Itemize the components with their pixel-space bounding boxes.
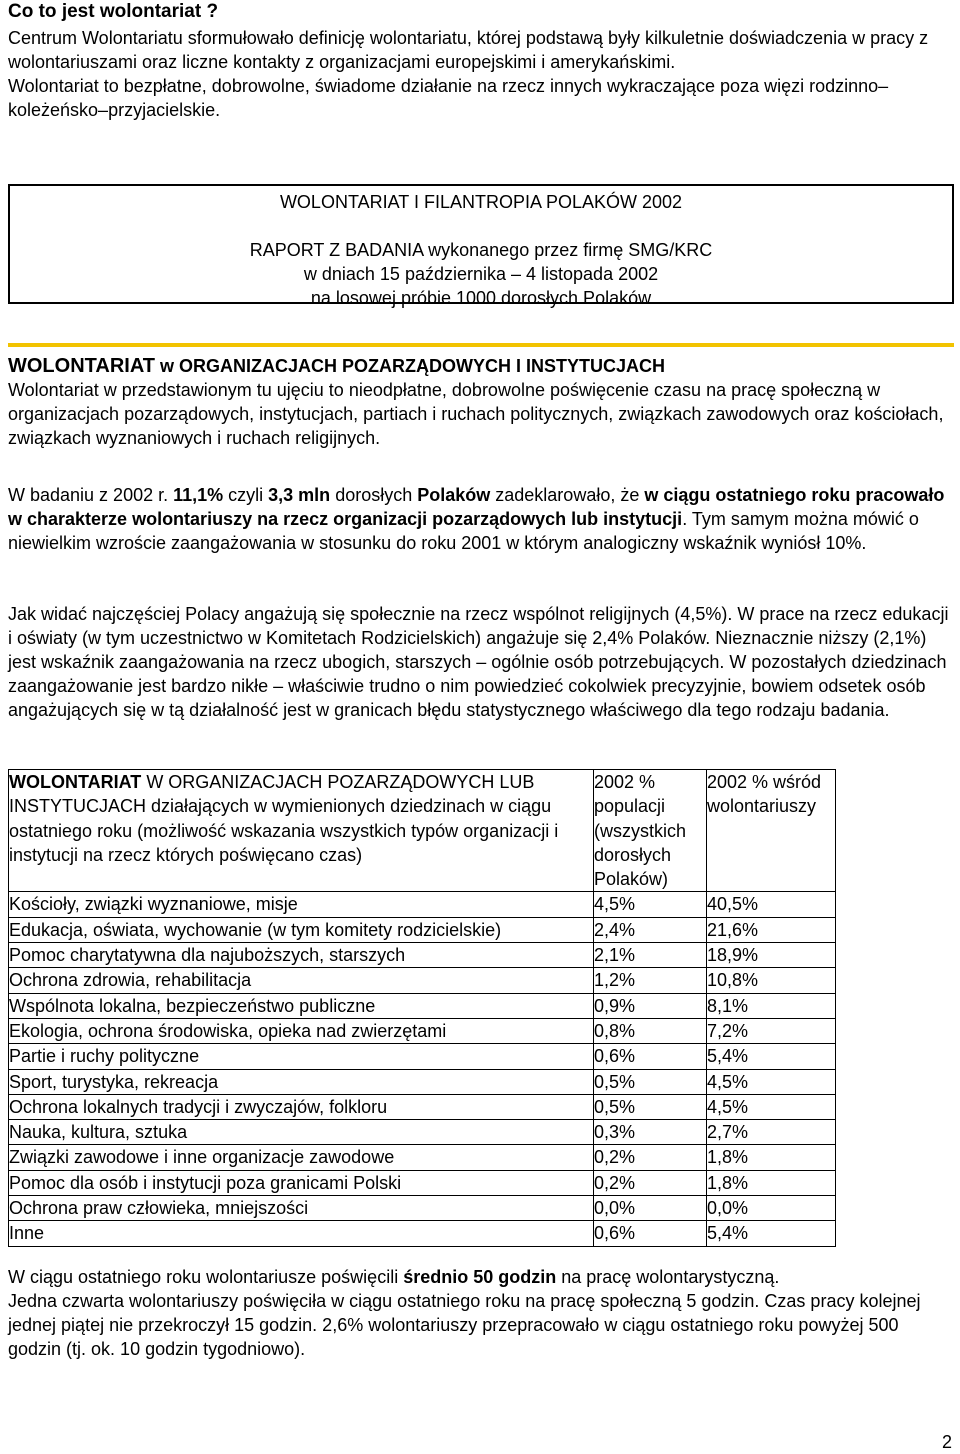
- table-row: [9, 917, 836, 942]
- row-volunteer-pct: 18,9%: [707, 943, 836, 968]
- bold-run: Polaków: [417, 485, 491, 505]
- intro-paragraph-1: Centrum Wolontariatu sformułowało definicję wolontariatu, której podstawą były kilkuletnie doświadczenia w pracy z wolontariuszami oraz liczne kontakty z organizacjami europejskimi i amerykańskimi.: [8, 28, 929, 72]
- row-label: Nauka, kultura, sztuka: [9, 1120, 594, 1145]
- row-label: Partie i ruchy polityczne: [9, 1044, 594, 1069]
- section-heading-rest: w ORGANIZACJACH POZARZĄDOWYCH I INSTYTUCJACH: [155, 356, 666, 376]
- row-volunteer-pct: 2,7%: [707, 1120, 836, 1145]
- row-population-pct: 4,5%: [594, 892, 707, 917]
- row-population-pct: 0,3%: [594, 1120, 707, 1145]
- row-volunteer-pct: 21,6%: [707, 917, 836, 942]
- table-row: [9, 968, 836, 993]
- text-run: dorosłych: [330, 485, 418, 505]
- document-page: [8, 0, 952, 1359]
- text-run: zadeklarowało, że: [490, 485, 645, 505]
- table-row: [9, 1170, 836, 1195]
- table-row: [9, 1145, 836, 1170]
- table-header-row: [9, 770, 836, 892]
- row-label: Pomoc charytatywna dla najuboższych, starszych: [9, 943, 594, 968]
- bold-run: 3,3 mln: [268, 485, 331, 505]
- row-population-pct: 0,2%: [594, 1145, 707, 1170]
- row-population-pct: 0,5%: [594, 1094, 707, 1119]
- table-body: [9, 892, 836, 1246]
- row-volunteer-pct: 40,5%: [707, 892, 836, 917]
- row-population-pct: 0,6%: [594, 1044, 707, 1069]
- table-row: [9, 1018, 836, 1043]
- table-row: [9, 1120, 836, 1145]
- row-volunteer-pct: 1,8%: [707, 1170, 836, 1195]
- bold-run: średnio 50 godzin: [403, 1267, 557, 1287]
- row-population-pct: 2,4%: [594, 917, 707, 942]
- row-label: Związki zawodowe i inne organizacje zawodowe: [9, 1145, 594, 1170]
- definition-paragraph: Wolontariat w przedstawionym tu ujęciu to nieodpłatne, dobrowolne poświęcenie czasu na pracę społeczną w organizacjach pozarządowych, instytucjach, partiach i ruchach politycznych, związkach zawodowych oraz kościołach, związkach wyznaniowych i ruchach religijnych.: [8, 380, 944, 448]
- text-run: W badaniu z 2002 r.: [8, 485, 174, 505]
- report-line-2: w dniach 15 października – 4 listopada 2002: [303, 264, 659, 284]
- text-run: . Tym samym można mówić o niewielkim wzroście zaangażowania w stosunku do roku 2001 w którym analogiczny wskaźnik wyniósł 10%.: [8, 509, 919, 553]
- bold-run: WOLONTARIAT: [9, 772, 142, 792]
- row-volunteer-pct: 5,4%: [707, 1221, 836, 1246]
- row-population-pct: 0,2%: [594, 1170, 707, 1195]
- bold-run: w ciągu ostatniego roku pracowało w charakterze wolontariuszy na rzecz organizacji pozarządowych lub instytucji: [8, 485, 945, 529]
- row-label: Pomoc dla osób i instytucji poza granicami Polski: [9, 1170, 594, 1195]
- table-row: [9, 1221, 836, 1246]
- report-info-box: [8, 184, 954, 308]
- row-population-pct: 0,9%: [594, 993, 707, 1018]
- row-volunteer-pct: 7,2%: [707, 1018, 836, 1043]
- row-population-pct: 0,8%: [594, 1018, 707, 1043]
- row-label: Inne: [9, 1221, 594, 1246]
- text-run: Jedna czwarta wolontariuszy poświęciła w ciągu ostatniego roku na pracę społeczną 5 godzin. Czas pracy kolejnej jednej piątej nie przekroczył 15 godzin. 2,6% wolontariuszy przepracowało w ciągu ostatniego roku powyżej 500 godzin (tj. ok. 10 godzin tygodniowo).: [8, 1291, 921, 1359]
- report-line-3: na losowej próbie 1000 dorosłych Polaków: [310, 288, 652, 308]
- row-volunteer-pct: 8,1%: [707, 993, 836, 1018]
- row-volunteer-pct: 0,0%: [707, 1196, 836, 1221]
- text-run: W ciągu ostatniego roku wolontariusze poświęcili: [8, 1267, 404, 1287]
- table-row: [9, 1094, 836, 1119]
- report-heading: WOLONTARIAT I FILANTROPIA POLAKÓW 2002: [279, 192, 683, 212]
- row-population-pct: 0,5%: [594, 1069, 707, 1094]
- bold-run: 11,1%: [173, 485, 224, 505]
- table-header-col2: 2002 % populacji (wszystkich dorosłych Polaków): [594, 770, 707, 892]
- row-population-pct: 1,2%: [594, 968, 707, 993]
- row-label: Sport, turystyka, rekreacja: [9, 1069, 594, 1094]
- row-label: Edukacja, oświata, wychowanie (w tym komitety rodzicielskie): [9, 917, 594, 942]
- report-line-1: RAPORT Z BADANIA wykonanego przez firmę SMG/KRC: [249, 240, 713, 260]
- hours-paragraph: [8, 1265, 952, 1361]
- survey-result-paragraph: [8, 483, 952, 555]
- table-header-col1: [9, 770, 594, 892]
- table-header-col3: 2002 % wśród wolontariuszy: [707, 770, 836, 892]
- row-label: Kościoły, związki wyznaniowe, misje: [9, 892, 594, 917]
- row-volunteer-pct: 4,5%: [707, 1069, 836, 1094]
- section-heading-main: WOLONTARIAT: [8, 355, 156, 377]
- row-label: Ochrona zdrowia, rehabilitacja: [9, 968, 594, 993]
- row-label: Wspólnota lokalna, bezpieczeństwo publiczne: [9, 993, 594, 1018]
- volunteering-table: [8, 769, 836, 1247]
- table-row: [9, 1196, 836, 1221]
- row-population-pct: 2,1%: [594, 943, 707, 968]
- section-heading: [8, 354, 952, 378]
- row-population-pct: 0,6%: [594, 1221, 707, 1246]
- volunteering-section: [8, 354, 952, 450]
- page-number: 2: [941, 1432, 952, 1452]
- table-row: [9, 993, 836, 1018]
- areas-paragraph: Jak widać najczęściej Polacy angażują się społecznie na rzecz wspólnot religijnych (4,5%). W prace na rzecz edukacji i oświaty (w tym uczestnictwo w Komitetach Rodzicielskich) angażuje się 2,4% Polaków. Nieznacznie niższy (2,1%) jest wskaźnik zaangażowania na rzecz ubogich, starszych – ogólnie osób potrzebujących. W pozostałych dziedzinach zaangażowanie jest bardzo nikłe – właściwie trudno o nim powiedzieć cokolwiek precyzyjnie, bowiem odsetek osób angażujących się w tą działalność jest w granicach błędu statystycznego właściwego dla tego rodzaju badania.: [8, 604, 949, 720]
- page-title: Co to jest wolontariat ?: [8, 1, 219, 22]
- text-run: na pracę wolontarystyczną.: [556, 1267, 780, 1287]
- text-run: W ORGANIZACJACH POZARZĄDOWYCH LUB INSTYTUCJACH działających w wymienionych dziedzinach w ciągu ostatniego roku (możliwość wskazania wszystkich typów organizacji i instytucji na rzecz których poświęcano czas): [9, 772, 559, 865]
- row-volunteer-pct: 4,5%: [707, 1094, 836, 1119]
- row-volunteer-pct: 10,8%: [707, 968, 836, 993]
- table-row: [9, 943, 836, 968]
- table-row: [9, 1069, 836, 1094]
- row-label: Ekologia, ochrona środowiska, opieka nad zwierzętami: [9, 1018, 594, 1043]
- row-label: Ochrona lokalnych tradycji i zwyczajów, folkloru: [9, 1094, 594, 1119]
- row-volunteer-pct: 5,4%: [707, 1044, 836, 1069]
- row-population-pct: 0,0%: [594, 1196, 707, 1221]
- table-row: [9, 892, 836, 917]
- accent-divider: [8, 343, 954, 347]
- intro-paragraph-2: Wolontariat to bezpłatne, dobrowolne, świadome działanie na rzecz innych wykraczające poza więzi rodzinno–koleżeńsko–przyjacielskie.: [8, 76, 889, 120]
- row-volunteer-pct: 1,8%: [707, 1145, 836, 1170]
- table-row: [9, 1044, 836, 1069]
- row-label: Ochrona praw człowieka, mniejszości: [9, 1196, 594, 1221]
- text-run: czyli: [223, 485, 269, 505]
